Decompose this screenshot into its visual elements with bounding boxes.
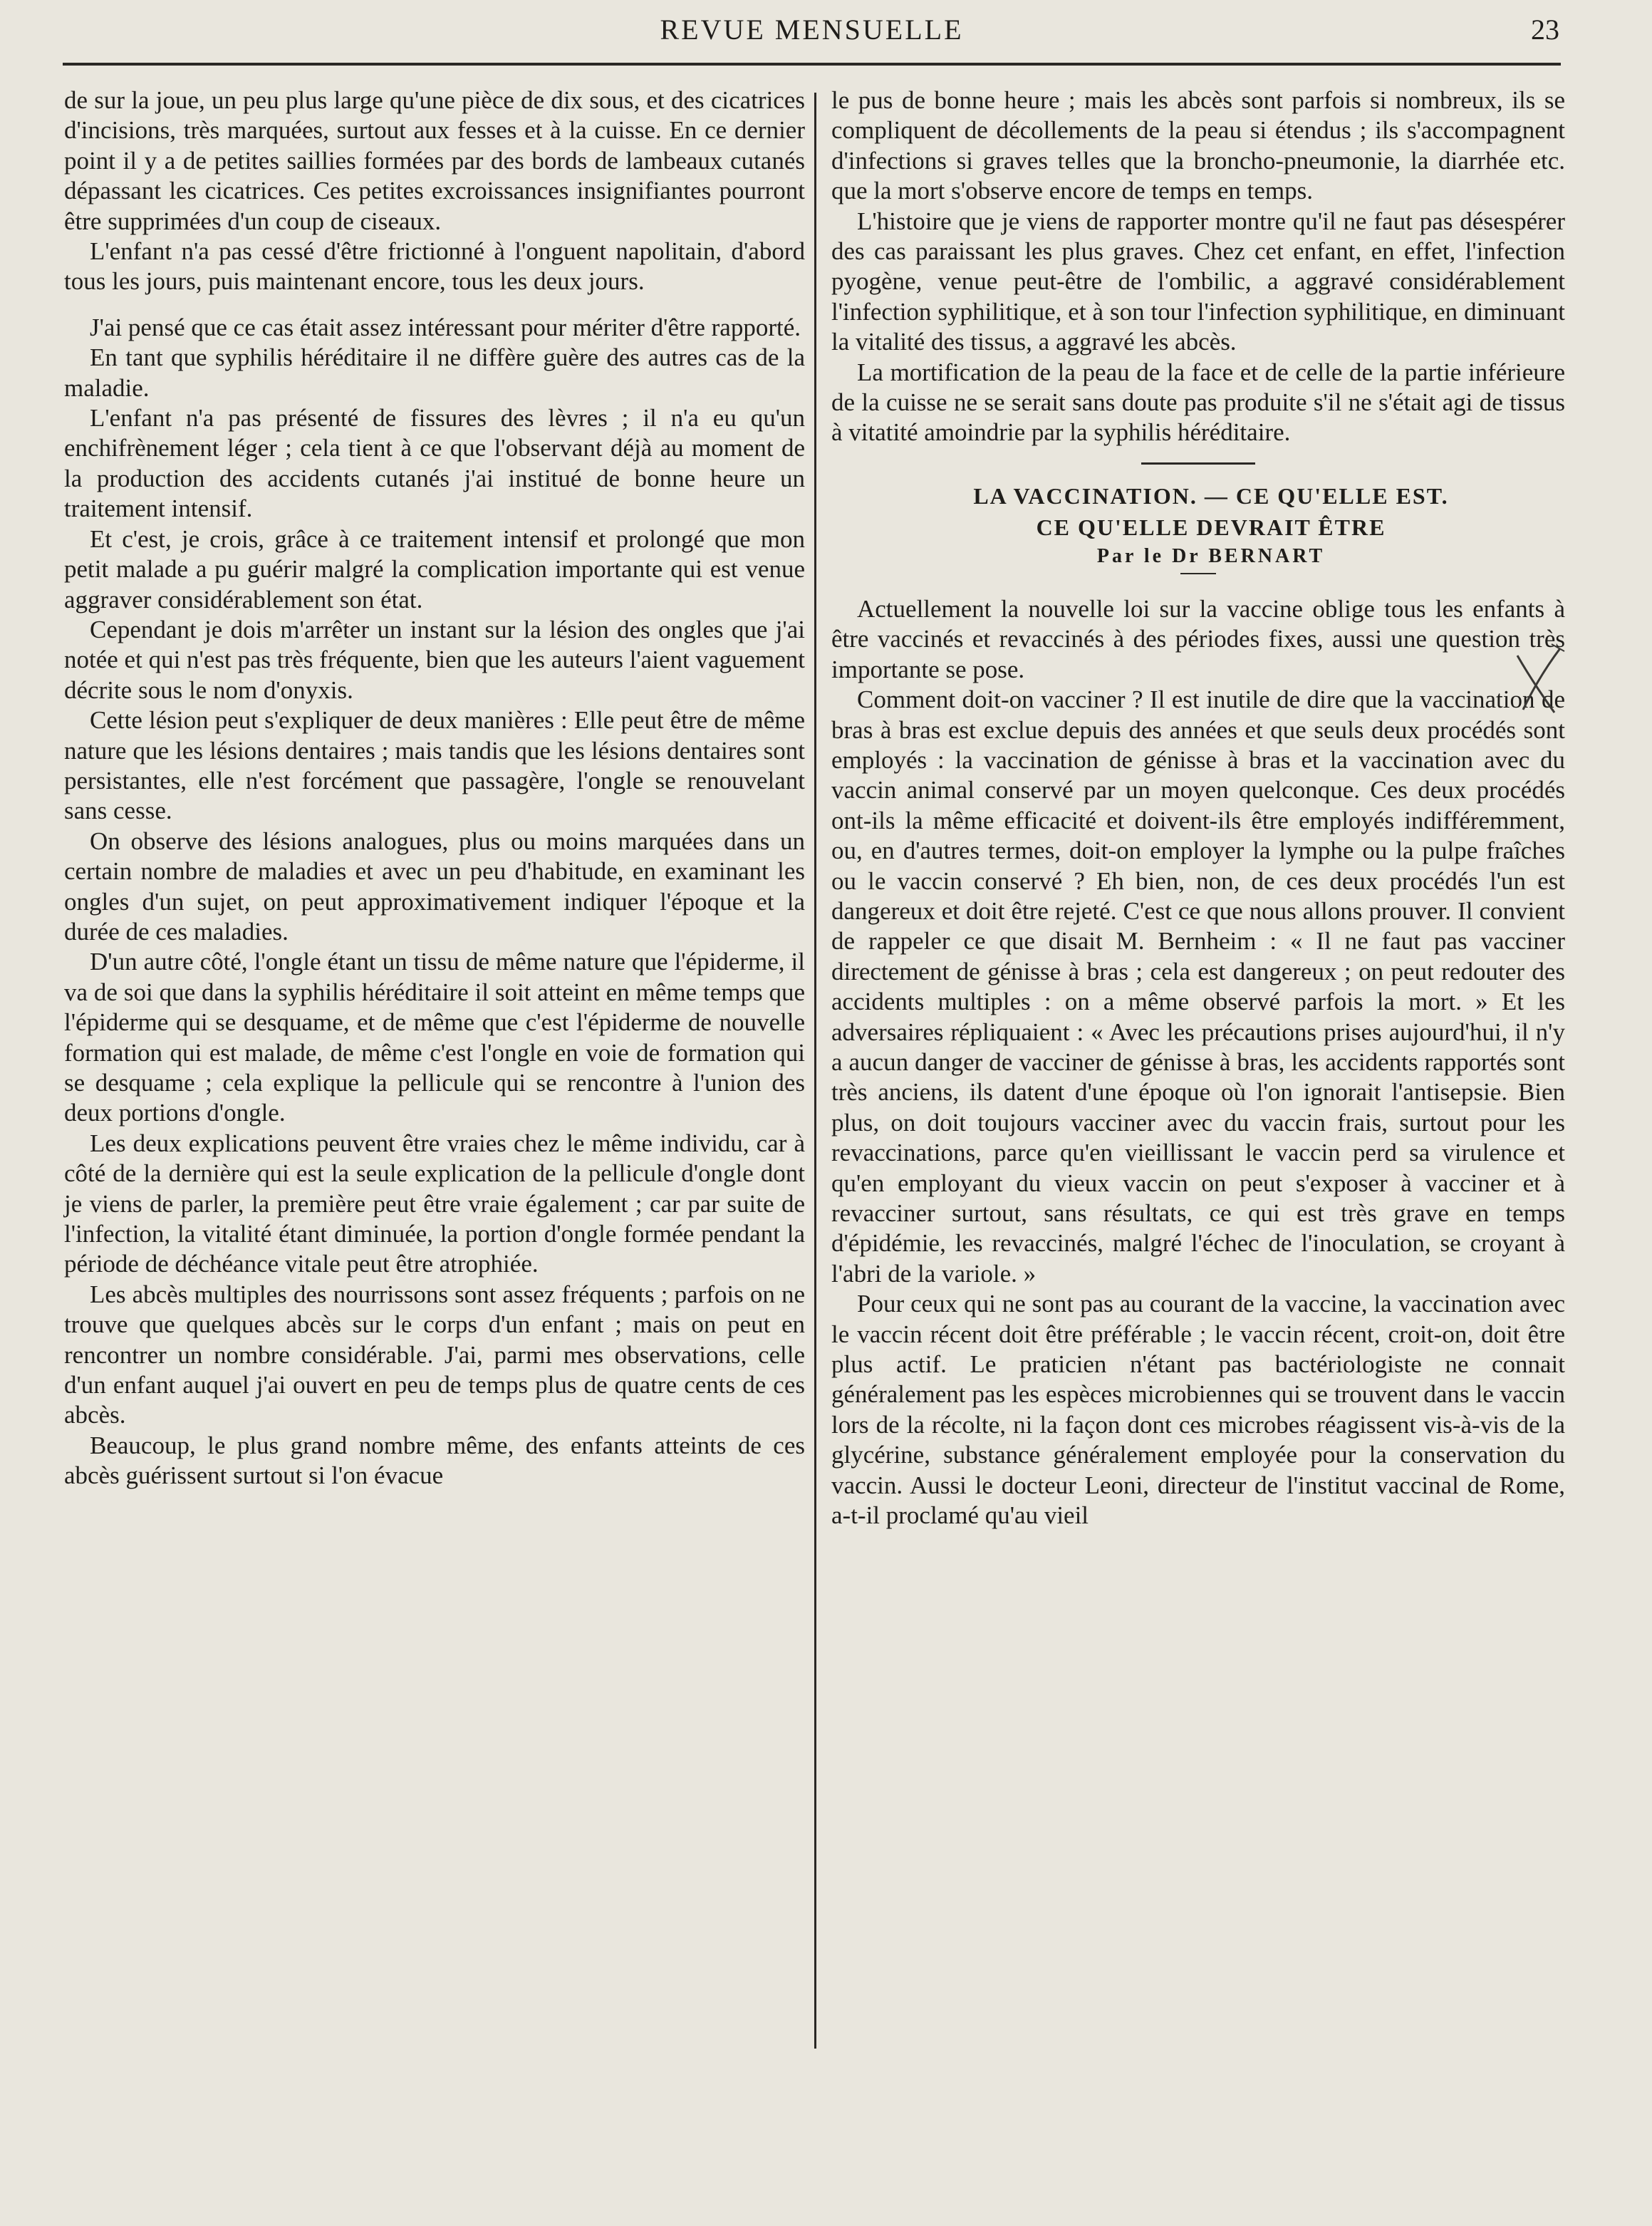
page-number: 23 [1531,14,1559,46]
paragraph: Cependant je dois m'arrêter un instant sur la lésion des ongles que j'ai notée et qui n'est pas très fréquente, bien que les auteurs l'aient vaguement décrite sous le nom d'onyxis. [64,615,805,704]
paragraph: Beaucoup, le plus grand nombre même, des enfants atteints de ces abcès guérissent surtout si l'on évacue [64,1431,805,1490]
article-byline: Par le Dr BERNART [1096,544,1326,567]
paragraph: En tant que syphilis héréditaire il ne diffère guère des autres cas de la maladie. [64,343,805,402]
paragraph: La mortification de la peau de la face et de celle de la partie inférieure de la cuisse ne se serait sans doute pas produite s'il ne s'était agi de tissus à vitatité amoindrie par la syphilis héréditaire. [831,358,1565,447]
paragraph: Les abcès multiples des nourrissons sont assez fréquents ; parfois on ne trouve que quelques abcès sur le corps d'un enfant ; mais on peut en rencontrer un nombre considérable. J'ai, parmi mes observations, celle d'un enfant auquel j'ai ouvert en peu de temps plus de quatre cents de ces abcès. [64,1280,805,1429]
paragraph: On observe des lésions analogues, plus ou moins marquées dans un certain nombre de maladies et avec un peu d'habitude, en examinant les ongles d'un sujet, on peut approximativement indiquer l'époque et la durée de ces maladies. [64,827,805,946]
column-divider [814,93,816,2049]
paragraph: L'enfant n'a pas présenté de fissures des lèvres ; il n'a eu qu'un enchifrènement léger ; cela tient à ce que l'observant déjà au moment de la production des accidents cutanés j'ai institué de bonne heure un traitement intensif. [64,404,805,523]
section-separator [1141,462,1255,465]
paragraph: de sur la joue, un peu plus large qu'une pièce de dix sous, et des cicatrices d'incisions, très marquées, surtout aux fesses et à la cuisse. En ce dernier point il y a de petites saillies formées par des bords de lambeaux cutanés dépassant les cicatrices. Ces petites excroissances insignifiantes pourront être supprimées d'un coup de ciseaux. [64,86,805,235]
paragraph: D'un autre côté, l'ongle étant un tissu de même nature que l'épiderme, il va de soi que dans la syphilis héréditaire il soit atteint en même temps que l'épiderme qui se desquame, et de même que c'est l'épiderme de nouvelle formation qui est malade, de même c'est l'ongle en voie de formation qui se desquame ; cela explique la pellicule qui se rencontre à l'union des deux portions d'ongle. [64,948,805,1127]
paragraph: Et c'est, je crois, grâce à ce traitement intensif et prolongé que mon petit malade a pu guérir malgré la complication importante qui est venue aggraver considérablement son état. [64,524,805,614]
article-title-line-1: LA VACCINATION. — CE QU'ELLE EST. [973,482,1449,509]
right-column [831,86,1565,1531]
byline-rule [1180,573,1216,574]
paragraph: Actuellement la nouvelle loi sur la vaccine oblige tous les enfants à être vaccinés et revaccinés à des périodes fixes, aussi une question très importante se pose. [831,594,1565,683]
paragraph: Cette lésion peut s'expliquer de deux manières : Elle peut être de même nature que les lésions dentaires ; mais tandis que les lésions dentaires sont persistantes, elle n'est forcément que passagère, l'ongle se renouvelant sans cesse. [64,706,805,825]
paragraph: Pour ceux qui ne sont pas au courant de la vaccine, la vaccination avec le vaccin récent doit être préférable ; le vaccin récent, croit-on, doit être plus actif. Le praticien n'étant pas bactériologiste ne connait généralement pas les espèces microbiennes qui se trouvent dans le vaccin lors de la récolte, ni la façon dont ces microbes réagissent vis-à-vis de la glycérine, substance généralement employée pour la conservation du vaccin. Aussi le docteur Leoni, directeur de l'institut vaccinal de Rome, a-t-il proclamé qu'au vieil [831,1290,1565,1530]
left-column [64,86,805,1491]
paragraph: L'histoire que je viens de rapporter montre qu'il ne faut pas désespérer des cas paraissant les plus graves. Chez cet enfant, en effet, l'infection pyogène, venue peut-être de l'ombilic, a aggravé considérablement l'infection syphilitique, et à son tour l'infection syphilitique, en diminuant la vitalité des tissus, a aggravé les abcès. [831,207,1565,356]
journal-title: REVUE MENSUELLE [660,14,964,46]
paragraph: Comment doit-on vacciner ? Il est inutile de dire que la vaccination de bras à bras est exclue depuis des années et que seuls deux procédés sont employés : la vaccination de génisse à bras et la vaccination avec du vaccin animal conservé par un moyen quelconque. Ces deux procédés ont-ils la même efficacité et doivent-ils être employés indifféremment, ou, en d'autres termes, doit-on employer la lymphe ou la pulpe fraîches ou le vaccin conservé ? Eh bien, non, de ces deux procédés l'un est dangereux et doit être rejeté. C'est ce que nous allons prouver. Il convient de rappeler ce que disait M. Bernheim : « Il ne faut pas vacciner directement de génisse à bras ; cela est dangereux ; on peut redouter des accidents multiples : on a même observé parfois la mort. » Et les adversaires répliquaient : « Avec les précautions prises aujourd'hui, il n'y a aucun danger de vacciner de génisse à bras, les accidents rapportés sont très anciens, ils datent d'une époque où l'on ignorait l'antisepsie. Bien plus, on doit toujours vacciner avec du vaccin frais, surtout pour les revaccinations, parce qu'en vieillissant le vaccin perd sa virulence et qu'en employant du vieux vaccin on peut s'exposer à vacciner et à revacciner surtout, sans résultats, ce qui est très grave en temps d'épidémie, les revaccinés, malgré l'échec de l'inoculation, se croyant à l'abri de la variole. » [831,685,1565,1288]
paragraph: J'ai pensé que ce cas était assez intéressant pour mériter d'être rapporté. [90,313,801,341]
running-head [64,13,1559,48]
paragraph: L'enfant n'a pas cessé d'être frictionné à l'onguent napolitain, d'abord tous les jours, puis maintenant encore, tous les deux jours. [64,237,805,296]
article-title-line-2: CE QU'ELLE DEVRAIT ÊTRE [1036,514,1386,540]
handwritten-cross-mark [1510,641,1567,720]
paragraph: le pus de bonne heure ; mais les abcès sont parfois si nombreux, ils se compliquent de décollements de la peau si étendus ; ils s'accompagnent d'infections si graves telles que la broncho-pneumonie, la diarrhée etc. que la mort s'observe encore de temps en temps. [831,86,1565,205]
header-rule [63,63,1561,66]
paragraph: Les deux explications peuvent être vraies chez le même individu, car à côté de la dernière qui est la seule explication de la pellicule d'ongle dont je viens de parler, la première peut être vraie également ; car par suite de l'infection, la vitalité étant diminuée, la portion d'ongle formée pendant la période de déchéance vitale peut être atrophiée. [64,1129,805,1278]
